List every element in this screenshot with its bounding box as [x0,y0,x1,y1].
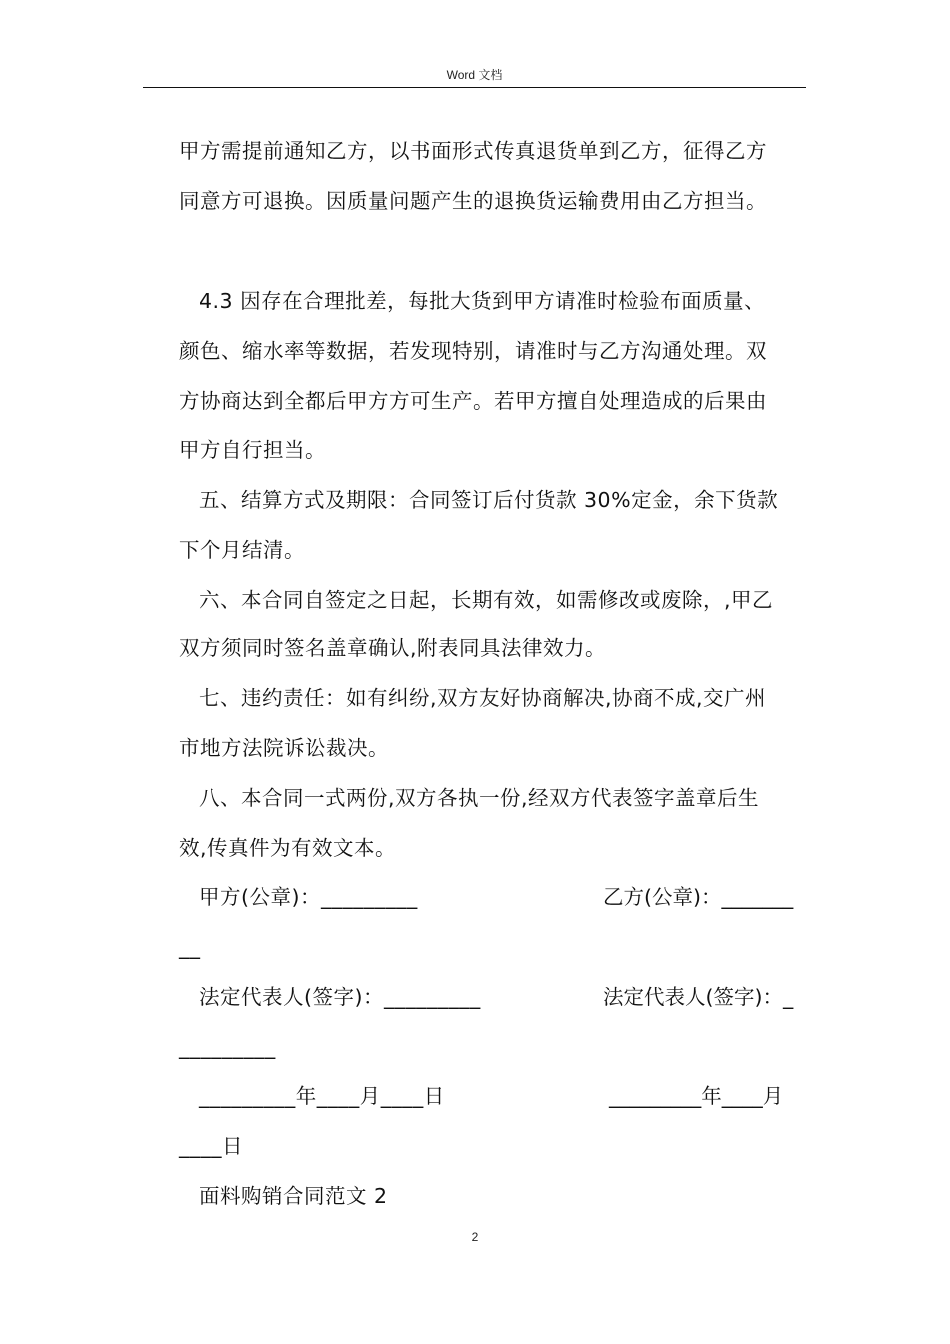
party-b-date-continued: ____日 [179,1134,243,1158]
paragraph-line: 同意方可退换。因质量问题产生的退换货运输费用由乙方担当。 [179,189,767,213]
party-b-representative: 法定代表人(签字)：_ [603,985,794,1009]
paragraph-line: 方协商达到全都后甲方方可生产。若甲方擅自处理造成的后果由 [179,389,767,413]
page-number: 2 [471,1230,479,1244]
paragraph-line: 八、本合同一式两份,双方各执一份,经双方代表签字盖章后生 [199,786,760,810]
header-title: Word 文档 [446,68,503,82]
paragraph-line: 市地方法院诉讼裁决。 [179,736,389,760]
paragraph-line: 六、本合同自签定之日起，长期有效，如需修改或废除，,甲乙 [199,588,774,612]
next-section-title: 面料购销合同范文 2 [199,1184,388,1208]
paragraph-line: 4.3 因存在合理批差，每批大货到甲方请准时检验布面质量、 [199,289,766,313]
party-a-representative: 法定代表人(签字)：_________ [199,985,481,1009]
party-a-date: _________年____月____日 [199,1084,445,1108]
header-divider [143,87,806,88]
paragraph-line: 甲方需提前通知乙方，以书面形式传真退货单到乙方，征得乙方 [179,139,767,163]
paragraph-line: 下个月结清。 [179,538,305,562]
party-b-representative-continued: _________ [179,1035,276,1059]
paragraph-line: 效,传真件为有效文本。 [179,836,397,860]
paragraph-line: 双方须同时签名盖章确认,附表同具法律效力。 [179,636,607,660]
party-b-date: _________年____月 [609,1084,784,1108]
party-a-seal: 甲方(公章)：_________ [199,885,418,909]
party-b-seal: 乙方(公章)：_______ [603,885,794,909]
paragraph-line: 七、违约责任：如有纠纷,双方友好协商解决,协商不成,交广州 [199,686,767,710]
party-b-seal-continued: __ [179,935,201,959]
paragraph-line: 五、结算方式及期限：合同签订后付货款 30%定金，余下货款 [199,488,779,512]
paragraph-line: 甲方自行担当。 [179,438,326,462]
paragraph-line: 颜色、缩水率等数据，若发现特别，请准时与乙方沟通处理。双 [179,339,767,363]
